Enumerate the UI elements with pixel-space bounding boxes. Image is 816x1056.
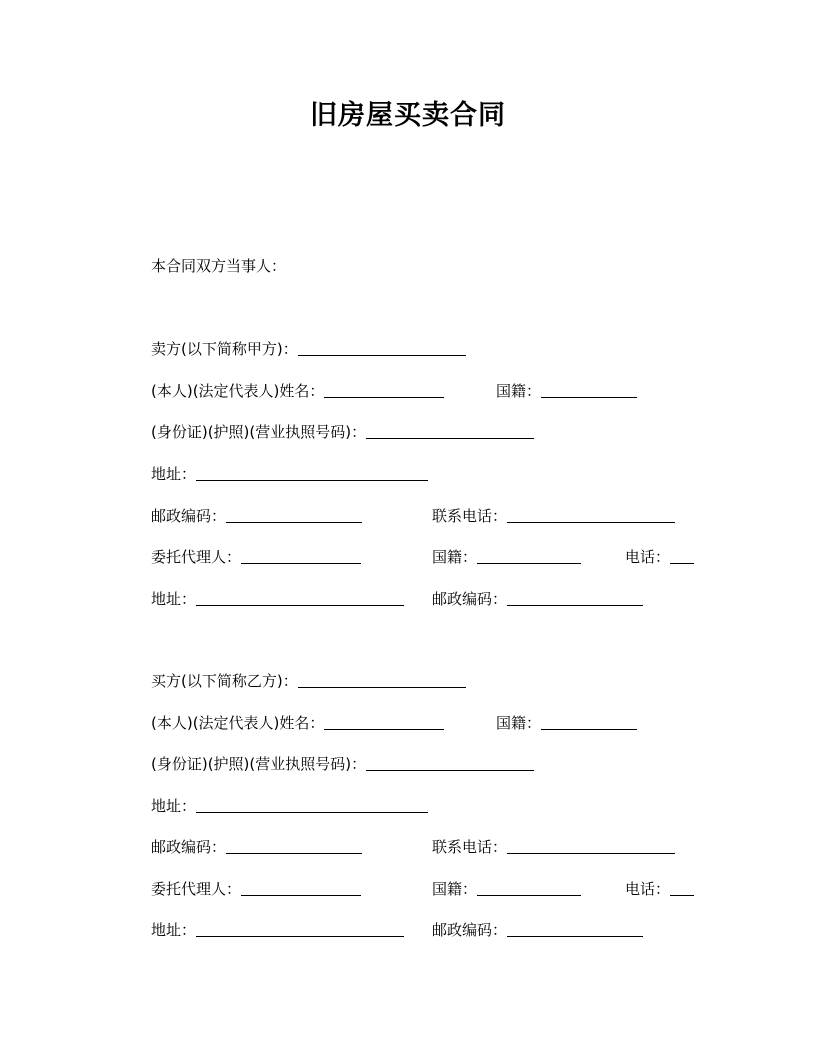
seller-id-blank[interactable] xyxy=(366,422,534,439)
buyer-name-blank[interactable] xyxy=(324,713,444,730)
buyer-postcode-label: 邮政编码： xyxy=(151,838,227,856)
buyer-contact-phone-label: 联系电话： xyxy=(432,838,508,856)
seller-agent-postcode-label: 邮政编码： xyxy=(432,590,508,608)
seller-contact-phone-blank[interactable] xyxy=(507,506,675,523)
seller-name-label: (本人)(法定代表人)姓名： xyxy=(151,382,325,400)
buyer-party-label: 买方(以下简称乙方)： xyxy=(151,672,298,690)
buyer-agent-postcode-blank[interactable] xyxy=(507,920,643,937)
buyer-address-label: 地址： xyxy=(151,797,197,815)
buyer-agent-phone-blank[interactable] xyxy=(670,879,694,896)
buyer-address-blank[interactable] xyxy=(196,796,428,813)
buyer-agent-nationality-blank[interactable] xyxy=(477,879,581,896)
buyer-postcode-blank[interactable] xyxy=(226,837,362,854)
seller-contact-phone-label: 联系电话： xyxy=(432,507,508,525)
buyer-agent-address-blank[interactable] xyxy=(196,920,404,937)
buyer-id-label: (身份证)(护照)(营业执照号码)： xyxy=(151,755,367,773)
intro-text: 本合同双方当事人： xyxy=(151,257,287,275)
buyer-agent-label: 委托代理人： xyxy=(151,880,242,898)
seller-agent-address-blank[interactable] xyxy=(196,589,404,606)
seller-address-label: 地址： xyxy=(151,465,197,483)
seller-agent-phone-blank[interactable] xyxy=(670,547,694,564)
seller-name-blank[interactable] xyxy=(324,381,444,398)
seller-party-blank[interactable] xyxy=(298,339,466,356)
buyer-agent-postcode-label: 邮政编码： xyxy=(432,921,508,939)
seller-agent-label: 委托代理人： xyxy=(151,548,242,566)
buyer-agent-blank[interactable] xyxy=(241,879,361,896)
seller-postcode-label: 邮政编码： xyxy=(151,507,227,525)
buyer-agent-address-label: 地址： xyxy=(151,921,197,939)
buyer-contact-phone-blank[interactable] xyxy=(507,837,675,854)
seller-id-label: (身份证)(护照)(营业执照号码)： xyxy=(151,423,367,441)
seller-agent-postcode-blank[interactable] xyxy=(507,589,643,606)
buyer-id-blank[interactable] xyxy=(366,754,534,771)
document-title: 旧房屋买卖合同 xyxy=(310,100,506,131)
buyer-name-label: (本人)(法定代表人)姓名： xyxy=(151,714,325,732)
seller-agent-nationality-blank[interactable] xyxy=(477,547,581,564)
seller-address-blank[interactable] xyxy=(196,464,428,481)
seller-nationality-label: 国籍： xyxy=(496,382,542,400)
seller-agent-blank[interactable] xyxy=(241,547,361,564)
buyer-nationality-blank[interactable] xyxy=(541,713,637,730)
seller-agent-address-label: 地址： xyxy=(151,590,197,608)
seller-party-label: 卖方(以下简称甲方)： xyxy=(151,340,298,358)
buyer-party-blank[interactable] xyxy=(298,671,466,688)
seller-nationality-blank[interactable] xyxy=(541,381,637,398)
seller-agent-nationality-label: 国籍： xyxy=(432,548,478,566)
buyer-agent-phone-label: 电话： xyxy=(625,880,671,898)
buyer-nationality-label: 国籍： xyxy=(496,714,542,732)
buyer-agent-nationality-label: 国籍： xyxy=(432,880,478,898)
seller-postcode-blank[interactable] xyxy=(226,506,362,523)
seller-agent-phone-label: 电话： xyxy=(625,548,671,566)
